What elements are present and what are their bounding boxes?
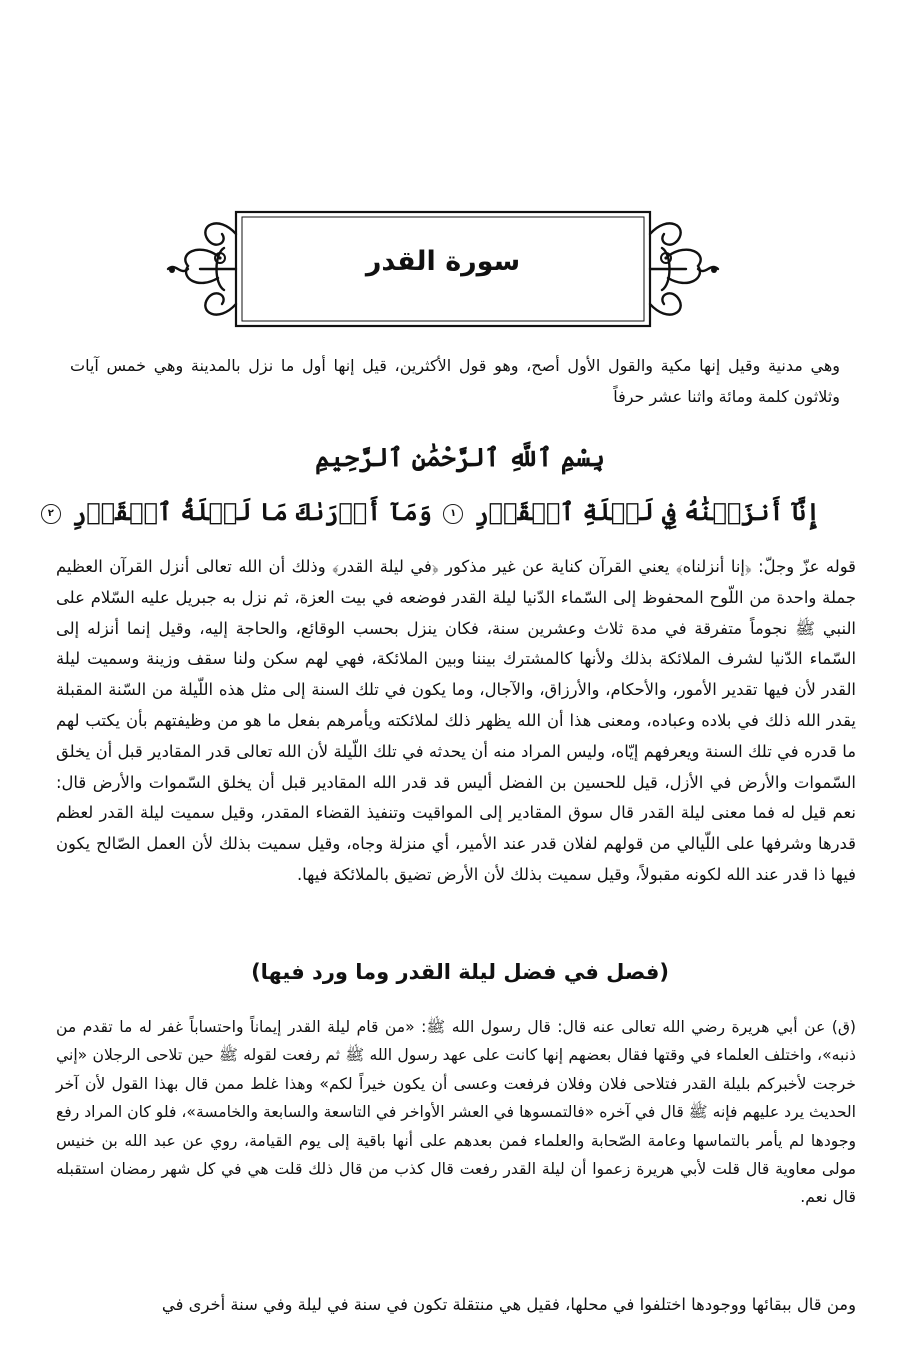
ayah-number-2: ٢ bbox=[41, 504, 61, 524]
tafsir-paragraph-3: ومن قال ببقائها ووجودها اختلفوا في محلها، فقيل هي منتقلة تكون في سنة في ليلة وفي سنة أخرى في bbox=[161, 1295, 856, 1314]
tafsir-paragraph-2: (ق) عن أبي هريرة رضي الله تعالى عنه قال: قال رسول الله ﷺ: «من قام ليلة القدر إيماناً واحتساباً غفر له ما تقدم من ذنبه»، واختلف العلماء في وقتها فقال بعضهم إنها كانت على عهد رسول الله ﷺ ثم رفعت لقوله ﷺ حين تلاحى الرجلان «إني خرجت لأخبركم بليلة القدر فتلاحى فلان وفلان فرفعت وعسى أن يكون خيراً لكم» وهذا غلط ممن قال بهذا القول لأن آخر الحديث يرد عليهم فإنه ﷺ قال في آخره «فالتمسوها في العشر الأواخر في التاسعة والسابعة والخامسة»، فلو كان المراد رفع وجودها لم يأمر بالتماسها وعامة الصّحابة والعلماء فمن بعدهم على أنها باقية إلى يوم القيامة، روي عن عبد الله بن خنيس مولى معاوية قال قلت لأبي هريرة زعموا أن ليلة القدر رفعت قال كذب من قال ذلك قلت هي في كل شهر رمضان استقبله قال نعم. bbox=[56, 1018, 856, 1207]
basmala: بِسْمِ ٱللَّهِ ٱلرَّحْمَٰنِ ٱلرَّحِيمِ bbox=[315, 443, 605, 472]
ayah-number-1: ١ bbox=[443, 504, 463, 524]
section-heading: (فصل في فضل ليلة القدر وما ورد فيها) bbox=[251, 960, 669, 984]
tafsir-paragraph-1: قوله عزّ وجلّ: ﴿إنا أنزلناه﴾ يعني القرآن كناية عن غير مذكور ﴿في ليلة القدر﴾ وذلك أن الله تعالى أنزل القرآن العظيم جملة واحدة من اللّوح المحفوظ إلى السّماء الدّنيا ليلة القدر فوضعه في بيت العزة، ثم نزل به جبريل عليه السّلام على النبي ﷺ نجوماً متفرقة في مدة ثلاث وعشرين سنة، فكان ينزل بحسب الوقائع، والحاجة إليه، وقيل إنما أنزله إلى السّماء الدّنيا لشرف الملائكة بذلك ولأنها كالمشترك بيننا وبين الملائكة، فهي لهم سكن ولنا سقف وزينة وسميت ليلة القدر لأن فيها تقدير الأمور، والأحكام، والأرزاق، والآجال، وما يكون في تلك السنة إلى مثل هذه اللّيلة من السّنة المقبلة يقدر الله ذلك في بلاده وعباده، ومعنى هذا أن الله يظهر ذلك لملائكته ويأمرهم بفعل ما هو من وظيفتهم بأن يكتب لهم ما قدره في تلك السنة ويعرفهم إيّاه، وليس المراد منه أن يحدثه في تلك اللّيلة لأن الله تعالى قدر المقادير قبل أن يخلق السّموات والأرض في الأزل، قيل للحسين بن الفضل أليس قد قدر الله المقادير قبل أن يخلق السّموات والأرض قال: نعم قيل له فما معنى ليلة القدر قال سوق المقادير إلى المواقيت وتنفيذ القضاء المقدر، وقيل سميت ليلة القدر لعظم قدرها وشرفها على اللّيالي من قولهم لفلان قدر عند الأمير، أي منزلة وجاه، وقيل سميت بذلك لأن العمل الصّالح يكون فيها ذا قدر عند الله لكونه مقبولاً، وقيل سميت بذلك لأن الأرض تضيق بالملائكة فيها. bbox=[56, 557, 856, 884]
verse-part-1: إِنَّآ أَنزَلۡنَٰهُ فِي لَيۡلَةِ ٱلۡقَدۡرِ bbox=[474, 497, 820, 526]
verse-part-2: وَمَآ أَدۡرَىٰكَ مَا لَيۡلَةُ ٱلۡقَدۡرِ bbox=[72, 497, 432, 526]
intro-paragraph: وهي مدنية وقيل إنها مكية والقول الأول أصح، وهو قول الأكثرين، قيل إنها أول ما نزل بالمدينة وهي خمس آيات وثلاثون كلمة ومائة واثنا عشر حرفاً bbox=[70, 356, 840, 406]
surah-title: سورة القدر bbox=[365, 246, 521, 277]
surah-title-frame bbox=[158, 204, 728, 334]
verse-line bbox=[47, 497, 820, 526]
